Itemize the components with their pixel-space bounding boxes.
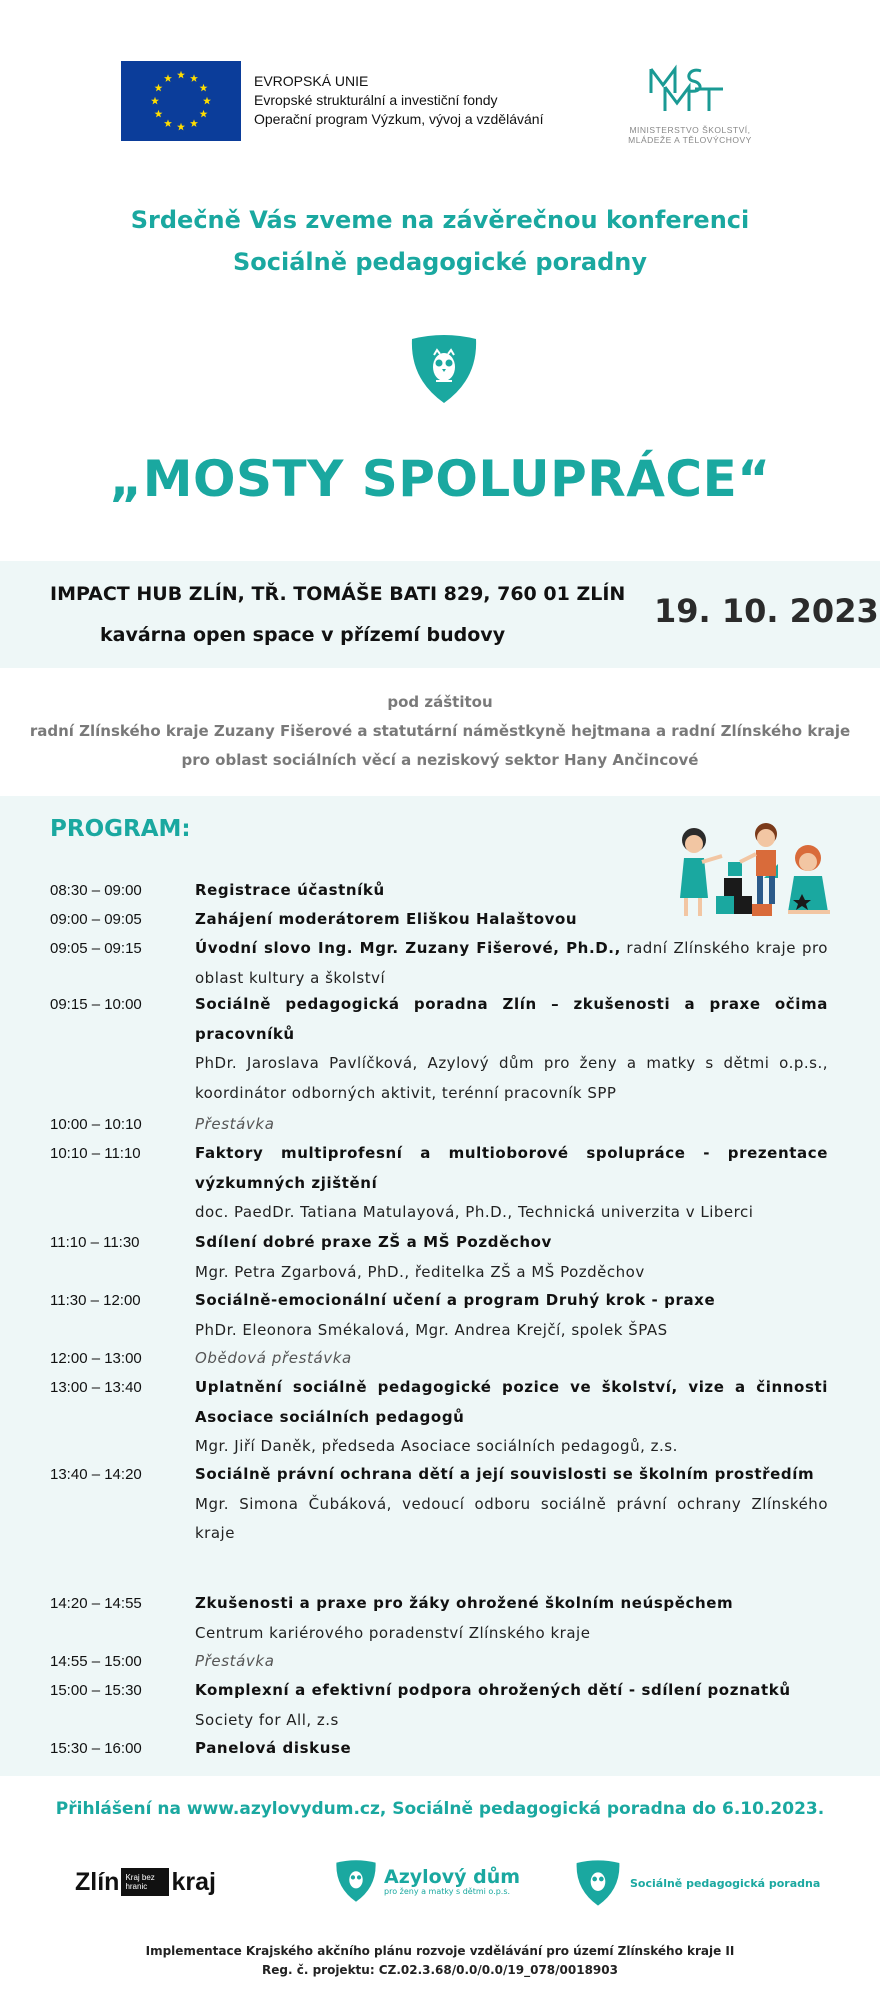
eu-line: Operační program Výzkum, vývoj a vzdělávání xyxy=(254,111,544,127)
program-desc: Mgr. Jiří Daněk, předseda Asociace sociálních pedagogů, z.s. xyxy=(195,1437,678,1455)
footer-line-1: Implementace Krajského akčního plánu rozvoje vzdělávání pro území Zlínského kraje II xyxy=(145,1944,735,1958)
azylovy-dum-logo xyxy=(334,1859,520,1903)
program-desc: Mgr. Simona Čubáková, vedoucí odboru sociálně právní ochrany Zlínského kraje xyxy=(195,1494,828,1542)
program-time: 13:00 – 13:40 xyxy=(50,1379,142,1396)
program-title: Zkušenosti a praxe pro žáky ohrožené školním neúspěchem xyxy=(195,1594,734,1612)
program-body xyxy=(195,905,665,935)
owl-shield-icon xyxy=(574,1859,622,1907)
program-body xyxy=(195,1589,828,1648)
ad-name: Azylový dům xyxy=(384,1865,521,1888)
program-title: Sociálně právní ochrana dětí a její souvislosti se školním prostředím xyxy=(195,1465,815,1483)
program-title: Panelová diskuse xyxy=(195,1739,352,1757)
program-body xyxy=(195,1344,828,1374)
program-desc: PhDr. Jaroslava Pavlíčková, Azylový dům pro ženy a matky s dětmi o.p.s., koordinátor odborných aktivit, terénní pracovník SPP xyxy=(195,1054,828,1102)
program-time: 10:00 – 10:10 xyxy=(50,1116,142,1133)
zk-word-b: kraj xyxy=(171,1867,216,1896)
program-time: 09:15 – 10:00 xyxy=(50,996,142,1013)
program-body xyxy=(195,990,828,1108)
invite-line-1: Srdečně Vás zveme na závěrečnou konferenci xyxy=(130,206,750,234)
program-time: 15:30 – 16:00 xyxy=(50,1740,142,1757)
program-title: Sdílení dobré praxe ZŠ a MŠ Pozděchov xyxy=(195,1233,552,1251)
msmt-line: MLÁDEŽE A TĚLOVÝCHOVY xyxy=(628,135,752,145)
footer-line-2: Reg. č. projektu: CZ.02.3.68/0.0/0.0/19_078/0018903 xyxy=(262,1963,618,1977)
program-body xyxy=(195,1139,828,1228)
program-body xyxy=(195,1734,828,1764)
program-body xyxy=(195,1373,828,1462)
program-time: 11:10 – 11:30 xyxy=(50,1234,140,1251)
zk-word-a: Zlín xyxy=(75,1867,120,1896)
eu-text xyxy=(254,72,543,129)
program-time: 13:40 – 14:20 xyxy=(50,1466,142,1483)
program-title: Sociálně-emocionální učení a program Druhý krok - praxe xyxy=(195,1291,716,1309)
program-title: Komplexní a efektivní podpora ohrožených dětí - sdílení poznatků xyxy=(195,1681,791,1699)
eu-line: EVROPSKÁ UNIE xyxy=(254,73,369,89)
venue-place: kavárna open space v přízemí budovy xyxy=(100,624,506,646)
program-title: Registrace účastníků xyxy=(195,881,385,899)
program-body xyxy=(195,1460,828,1549)
patronage-line-3: pro oblast sociálních věcí a neziskový sektor Hany Ančincové xyxy=(181,751,699,769)
program-desc: doc. PaedDr. Tatiana Matulayová, Ph.D., Technická univerzita v Liberci xyxy=(195,1203,754,1221)
program-desc: Centrum kariérového poradenství Zlínského kraje xyxy=(195,1623,591,1642)
patronage-line-1: pod záštitou xyxy=(387,693,493,711)
ad-sub: pro ženy a matky s dětmi o.p.s. xyxy=(384,1886,511,1896)
registration-note: Přihlášení na www.azylovydum.cz, Sociálně pedagogická poradna do 6.10.2023. xyxy=(55,1799,825,1819)
program-title: Sociálně pedagogická poradna Zlín – zkušenosti a praxe očima pracovníků xyxy=(195,995,828,1043)
zk-box: Kraj bez hranic xyxy=(121,1868,169,1896)
program-body xyxy=(195,1228,828,1287)
owl-shield-icon xyxy=(408,333,480,405)
program-heading: PROGRAM: xyxy=(50,816,191,842)
program-time: 09:00 – 09:05 xyxy=(50,911,142,928)
venue-address: IMPACT HUB ZLÍN, TŘ. TOMÁŠE BATI 829, 760 01 ZLÍN xyxy=(50,583,626,605)
program-break: Přestávka xyxy=(195,1115,275,1133)
program-body xyxy=(195,1647,828,1677)
msmt-logo xyxy=(610,63,770,145)
program-time: 15:00 – 15:30 xyxy=(50,1682,142,1699)
program-break: Přestávka xyxy=(195,1652,275,1670)
patronage-line-2: radní Zlínského kraje Zuzany Fišerové a statutární náměstkyně hejtmana a radní Zlínského kraje xyxy=(29,722,851,740)
program-time: 14:20 – 14:55 xyxy=(50,1595,142,1612)
zlinsky-kraj-logo xyxy=(75,1862,216,1902)
program-time: 09:05 – 09:15 xyxy=(50,940,142,957)
spp-name: Sociálně pedagogická poradna xyxy=(630,1876,821,1890)
program-desc: Society for All, z.s xyxy=(195,1710,339,1729)
program-body xyxy=(195,934,828,993)
program-body xyxy=(195,1110,828,1140)
program-title: Faktory multiprofesní a multioborové spolupráce - prezentace výzkumných zjištění xyxy=(195,1144,828,1192)
program-time: 08:30 – 09:00 xyxy=(50,882,142,899)
program-desc: PhDr. Eleonora Smékalová, Mgr. Andrea Krejčí, spolek ŠPAS xyxy=(195,1320,668,1339)
invite-line-2: Sociálně pedagogické poradny xyxy=(232,248,648,276)
program-body xyxy=(195,876,665,906)
program-time: 12:00 – 13:00 xyxy=(50,1350,142,1367)
program-time: 11:30 – 12:00 xyxy=(50,1292,141,1309)
msmt-mark-icon xyxy=(610,63,770,125)
program-body xyxy=(195,1676,828,1735)
program-desc: radní Zlínského kraje pro oblast kultury a školství xyxy=(195,939,828,987)
program-time: 14:55 – 15:00 xyxy=(50,1653,142,1670)
eu-flag-logo xyxy=(121,61,241,141)
conference-title: „MOSTY SPOLUPRÁCE“ xyxy=(109,450,771,508)
msmt-line: MINISTERSTVO ŠKOLSTVÍ, xyxy=(629,125,751,135)
spp-logo xyxy=(574,1859,820,1907)
program-title: Zahájení moderátorem Eliškou Halaštovou xyxy=(195,910,578,928)
program-title: Uplatnění sociálně pedagogické pozice ve školství, vize a činnosti Asociace sociálních pedagogů xyxy=(195,1378,828,1426)
program-body xyxy=(195,1286,828,1345)
event-date: 19. 10. 2023 xyxy=(654,592,879,630)
owl-shield-icon xyxy=(334,1859,378,1903)
program-title: Úvodní slovo Ing. Mgr. Zuzany Fišerové, Ph.D., xyxy=(195,939,621,957)
program-break: Obědová přestávka xyxy=(195,1349,352,1367)
eu-line: Evropské strukturální a investiční fondy xyxy=(254,92,498,108)
program-desc: Mgr. Petra Zgarbová, PhD., ředitelka ZŠ a MŠ Pozděchov xyxy=(195,1262,645,1281)
children-playing-illustration xyxy=(668,818,838,928)
program-time: 10:10 – 11:10 xyxy=(50,1145,141,1162)
